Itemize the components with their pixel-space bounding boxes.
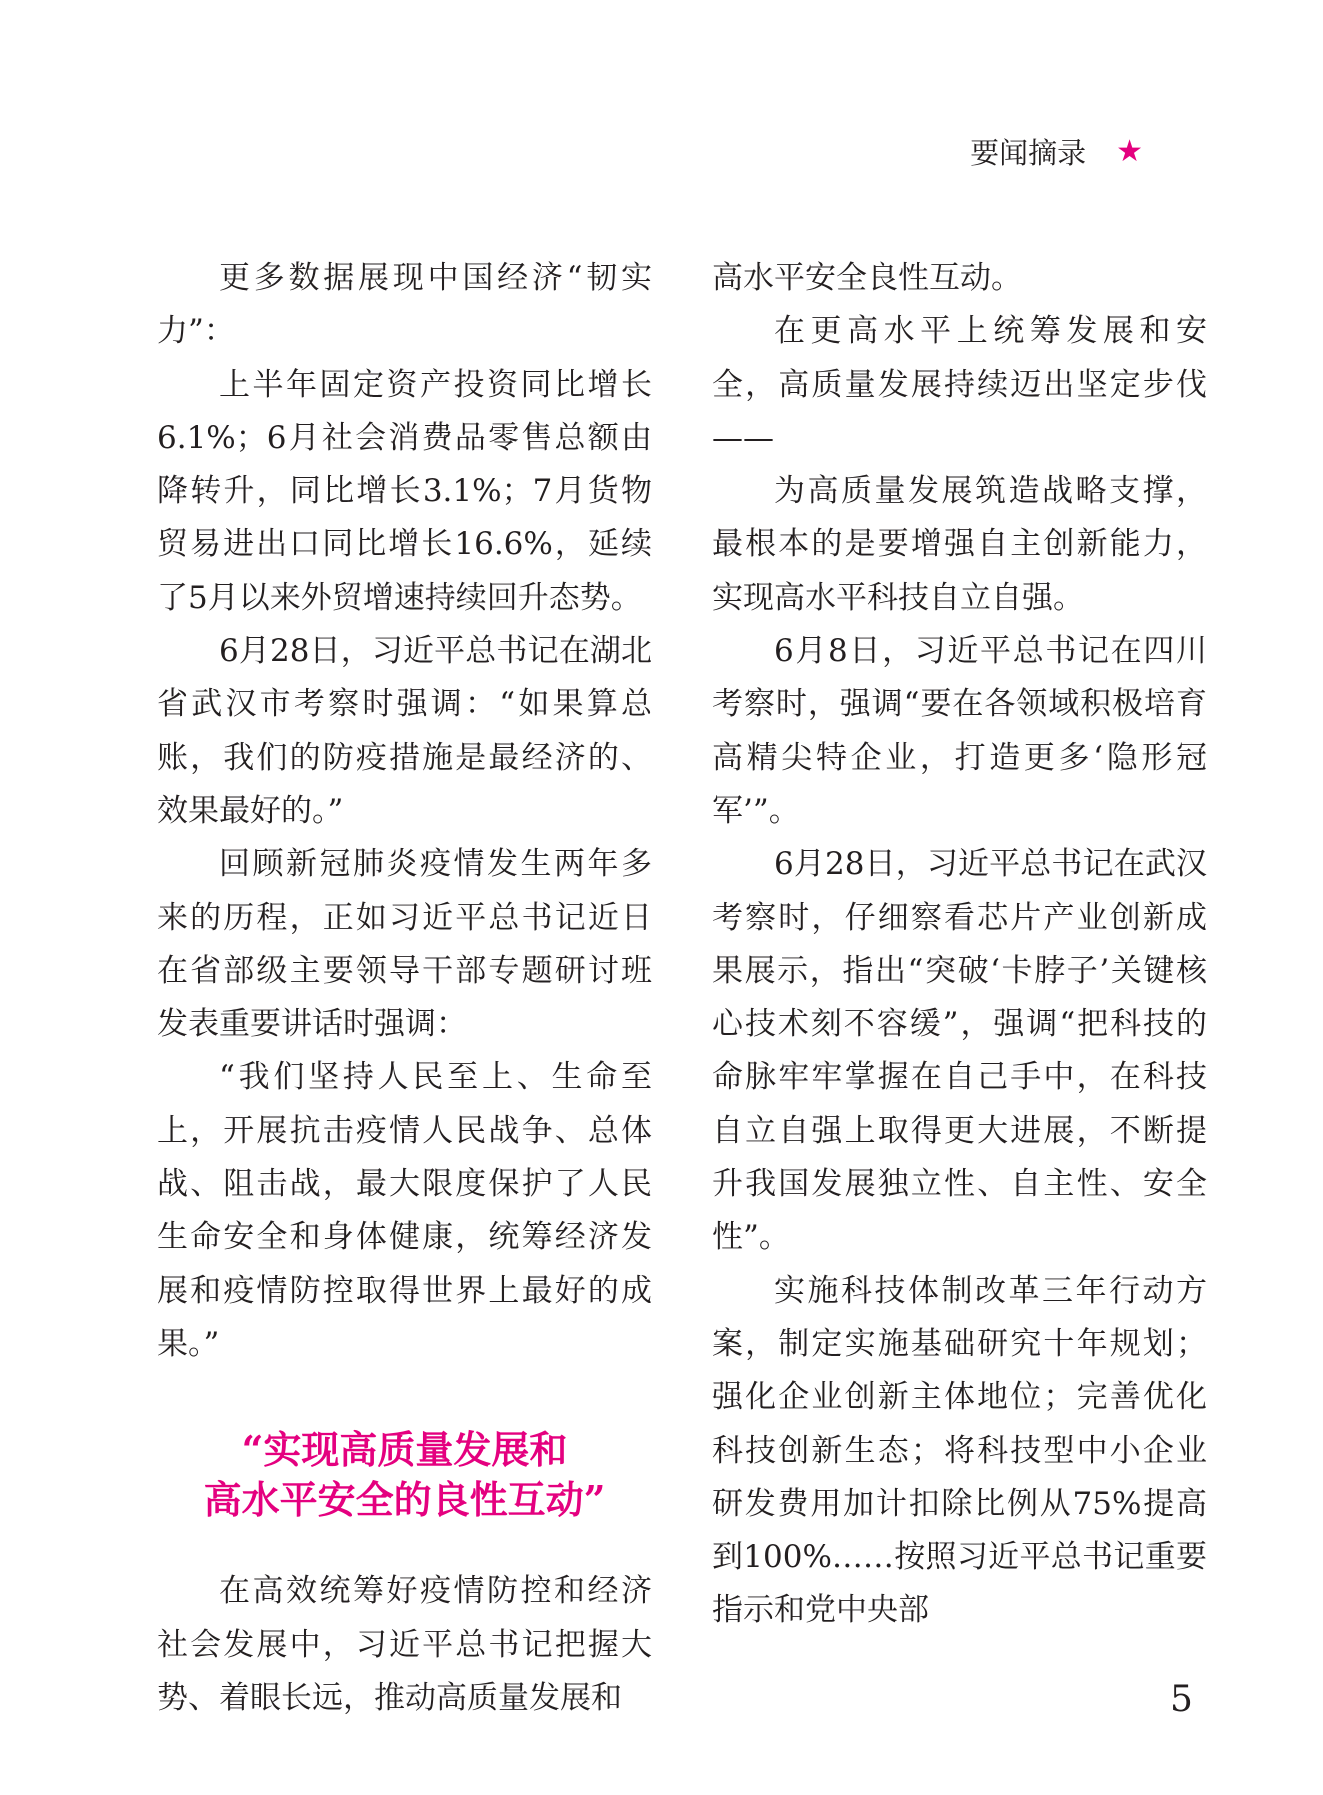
section-title	[157, 1425, 652, 1525]
section-title-line-1: “实现高质量发展和	[241, 1427, 568, 1473]
paragraph: 在更高水平上统筹发展和安全，高质量发展持续迈出坚定步伐——	[712, 313, 1207, 456]
paragraph-continued: 高水平安全良性互动。	[712, 260, 1022, 296]
right-column	[712, 252, 1207, 1638]
paragraph: 6月28日，习近平总书记在湖北省武汉市考察时强调：“如果算总账，我们的防疫措施是最经济的、效果最好的。”	[157, 633, 652, 829]
section-label: 要闻摘录	[970, 135, 1087, 170]
paragraph: 实施科技体制改革三年行动方案，制定实施基础研究十年规划；强化企业创新主体地位；完善优化科技创新生态；将科技型中小企业研发费用加计扣除比例从75%提高到100%……按照习近平总书记重要指示和党中央部	[712, 1272, 1207, 1629]
running-header	[970, 130, 1143, 172]
paragraph: 6月8日，习近平总书记在四川考察时，强调“要在各领域积极培育高精尖特企业，打造更多‘隐形冠军’”。	[712, 633, 1207, 829]
section-title-line-2: 高水平安全的良性互动”	[203, 1477, 606, 1523]
paragraph: “我们坚持人民至上、生命至上，开展抗击疫情人民战争、总体战、阻击战，最大限度保护了人民生命安全和身体健康，统筹经济发展和疫情防控取得世界上最好的成果。”	[157, 1059, 652, 1362]
paragraph: 更多数据展现中国经济“韧实力”：	[157, 260, 652, 350]
paragraph: 6月28日，习近平总书记在武汉考察时，仔细察看芯片产业创新成果展示，指出“突破‘卡脖子’关键核心技术刻不容缓”，强调“把科技的命脉牢牢掌握在自己手中，在科技自立自强上取得更大进展，不断提升我国发展独立性、自主性、安全性”。	[712, 846, 1207, 1256]
paragraph: 回顾新冠肺炎疫情发生两年多来的历程，正如习近平总书记近日在省部级主要领导干部专题研讨班发表重要讲话时强调：	[157, 846, 652, 1043]
paragraph: 上半年固定资产投资同比增长6.1%；6月社会消费品零售总额由降转升，同比增长3.1%；7月货物贸易进出口同比增长16.6%，延续了5月以来外贸增速持续回升态势。	[157, 366, 652, 616]
paragraph: 在高效统筹好疫情防控和经济社会发展中，习近平总书记把握大势、着眼长远，推动高质量发展和	[157, 1573, 652, 1716]
star-icon: ★	[1116, 133, 1143, 169]
page-number: 5	[1170, 1679, 1193, 1720]
paragraph: 为高质量发展筑造战略支撑，最根本的是要增强自主创新能力，实现高水平科技自立自强。	[712, 473, 1207, 616]
left-column	[157, 252, 652, 1725]
